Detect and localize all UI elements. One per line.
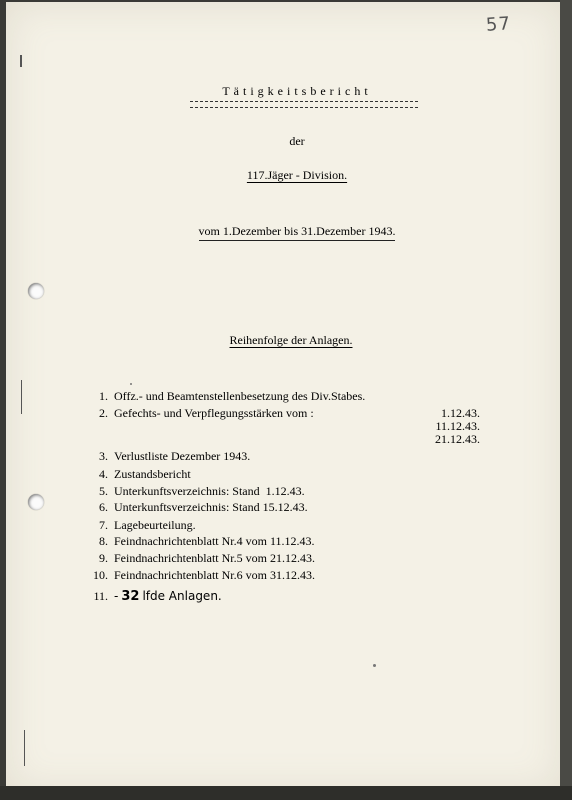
item-number: 1. [99, 389, 108, 403]
item-number: 11. [93, 589, 108, 603]
item-number: 10. [93, 568, 108, 582]
item-number: 5. [99, 484, 108, 498]
speck [373, 664, 376, 667]
der-text: der [289, 134, 305, 148]
item-number: 2. [99, 406, 108, 420]
item-number: 8. [99, 534, 108, 548]
item-text: Gefechts- und Verpflegungsstärken vom : [114, 406, 314, 420]
list-item [84, 500, 308, 515]
list-item [84, 449, 250, 464]
item-text: Offz.- und Beamtenstellenbesetzung des Div.Stabes. [114, 389, 366, 403]
item-text: Unterkunftsverzeichnis: Stand 15.12.43. [114, 500, 308, 514]
item-prefix: - [114, 589, 119, 603]
list-item [84, 518, 196, 533]
item2-date: 21.12.43. [435, 432, 480, 446]
item2-date: 11.12.43. [435, 419, 480, 433]
item-text: Feindnachrichtenblatt Nr.5 vom 21.12.43. [114, 551, 315, 565]
attachment-count-handwritten: 32 [121, 589, 140, 604]
item-text: Verlustliste Dezember 1943. [114, 449, 251, 463]
item-text: Unterkunftsverzeichnis: Stand 1.12.43. [114, 484, 305, 498]
page-number: 57 [485, 13, 512, 36]
title-double-underline [190, 101, 418, 108]
list-item [84, 534, 315, 549]
margin-mark [21, 380, 22, 414]
item-number: 9. [99, 551, 108, 565]
item-text: lfde Anlagen. [142, 589, 222, 603]
item-number: 7. [99, 518, 108, 532]
item2-date: 1.12.43. [441, 406, 480, 420]
margin-mark [20, 55, 22, 67]
item-number: 4. [99, 467, 108, 481]
list-item-total [84, 589, 222, 604]
list-item [84, 551, 315, 566]
item-number: 6. [99, 500, 108, 514]
division-line [0, 168, 572, 183]
list-item [84, 484, 305, 499]
list-heading: Reihenfolge der Anlagen. [229, 333, 353, 347]
period-line [0, 224, 572, 239]
document-title: Tätigkeitsbericht [222, 84, 372, 98]
item-text: Lagebeurteilung. [114, 518, 196, 532]
item-text: Feindnachrichtenblatt Nr.6 vom 31.12.43. [114, 568, 315, 582]
scan-edge-right [560, 0, 572, 800]
list-item [84, 568, 315, 583]
item-text: Zustandsbericht [114, 467, 191, 481]
scan-edge-bottom [0, 786, 572, 800]
item-text: Feindnachrichtenblatt Nr.4 vom 11.12.43. [114, 534, 315, 548]
margin-mark [24, 730, 25, 766]
list-item [84, 406, 314, 421]
period-text: vom 1.Dezember bis 31.Dezember 1943. [199, 224, 396, 241]
division-name: 117.Jäger - Division. [246, 168, 348, 182]
list-item [84, 467, 191, 482]
punch-hole-bottom [28, 494, 44, 510]
list-item [84, 389, 365, 404]
list-heading-line [0, 333, 572, 348]
item-number: 3. [99, 449, 108, 463]
speck [130, 383, 132, 385]
punch-hole-top [28, 283, 44, 299]
